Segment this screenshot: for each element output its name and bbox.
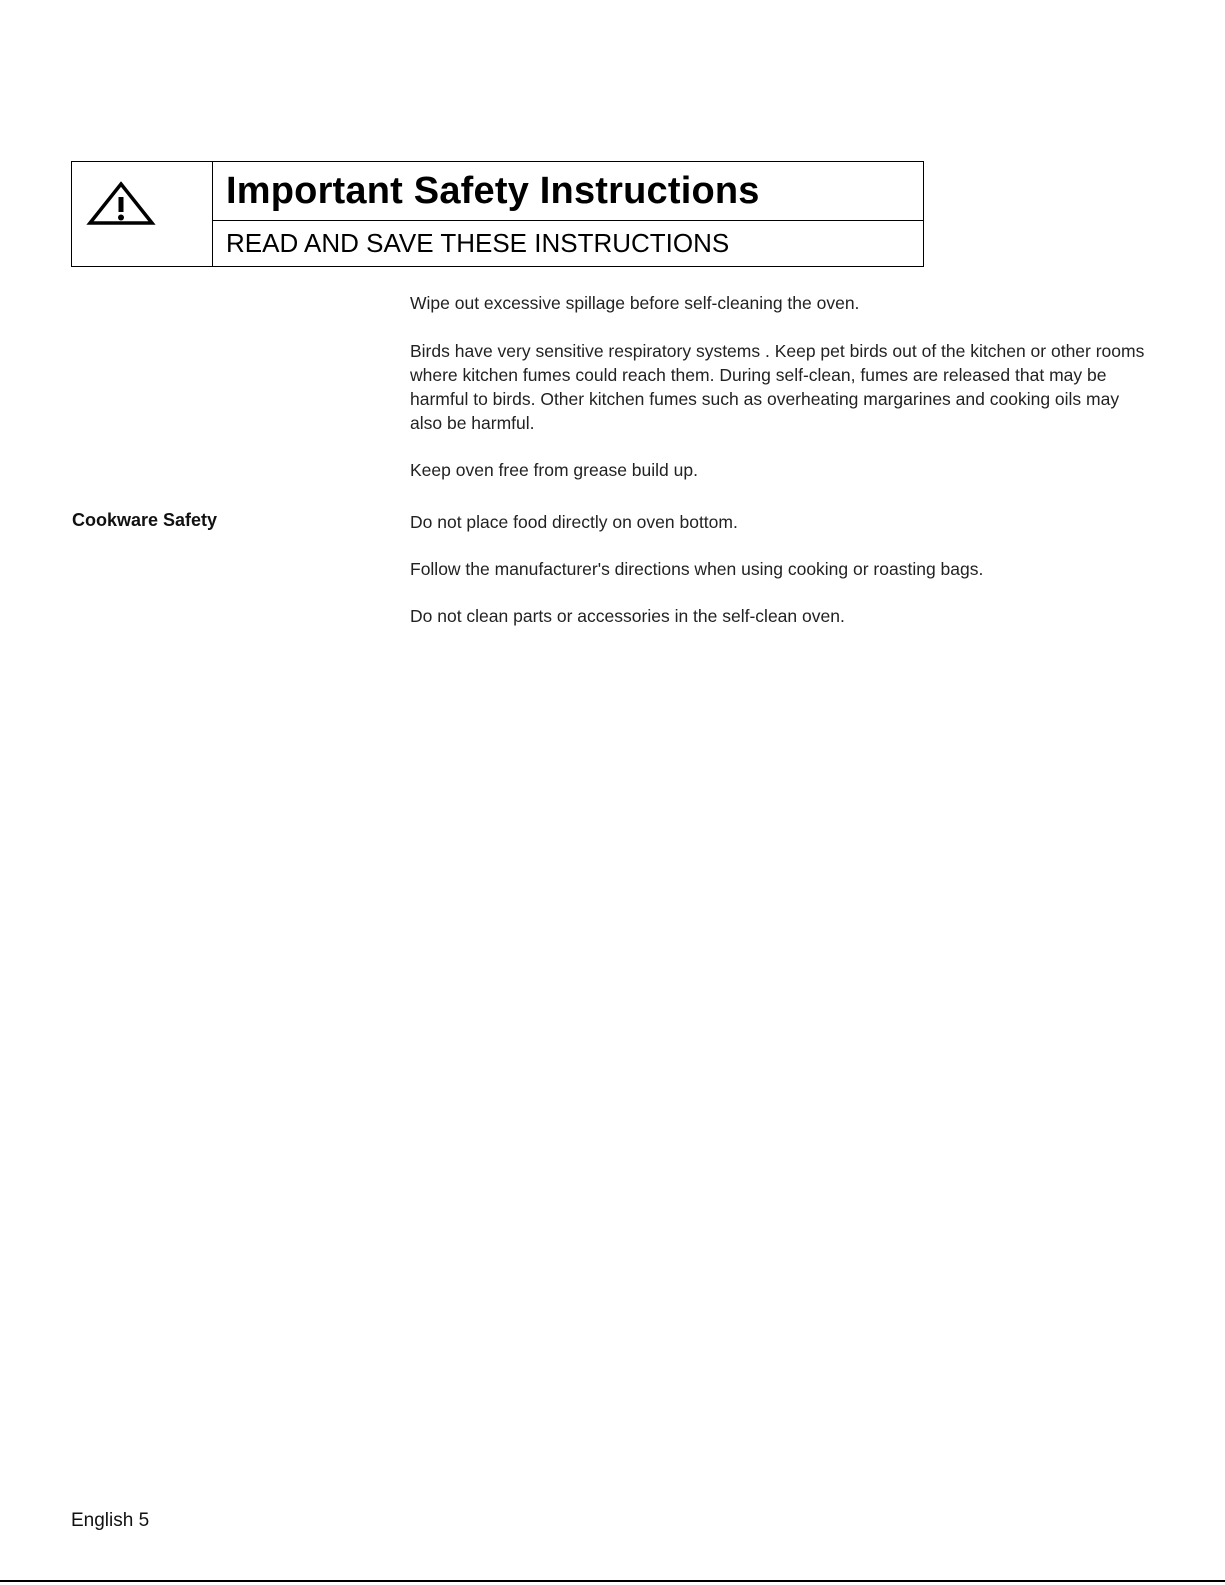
safety-header (71, 161, 924, 267)
section-label-cookware-safety: Cookware Safety (72, 510, 218, 530)
page-title: Important Safety Instructions (226, 169, 760, 212)
page-number: English 5 (71, 1510, 150, 1531)
subtitle-row (213, 221, 923, 266)
paragraph-roasting-bags: Follow the manufacturer's directions when using cooking or roasting bags. (410, 559, 984, 579)
header-title-cell (213, 162, 923, 266)
bottom-divider (0, 1580, 1225, 1582)
warning-triangle-icon (86, 181, 156, 227)
paragraph-birds: Birds have very sensitive respiratory systems . Keep pet birds out of the kitchen or other rooms where kitchen fumes could reach them. During self-clean, fumes are released that may be harmful to birds. Other kitchen fumes such as overheating margarines and cooking oils may also be harmful. (410, 341, 1145, 433)
title-row (213, 162, 923, 221)
header-icon-cell (72, 162, 213, 266)
paragraph-accessories: Do not clean parts or accessories in the self-clean oven. (410, 606, 845, 626)
paragraph-grease: Keep oven free from grease build up. (410, 460, 698, 480)
paragraph-spillage: Wipe out excessive spillage before self-cleaning the oven. (410, 293, 860, 313)
paragraph-oven-bottom: Do not place food directly on oven bottom. (410, 512, 738, 532)
page-subtitle: READ AND SAVE THESE INSTRUCTIONS (226, 228, 730, 258)
